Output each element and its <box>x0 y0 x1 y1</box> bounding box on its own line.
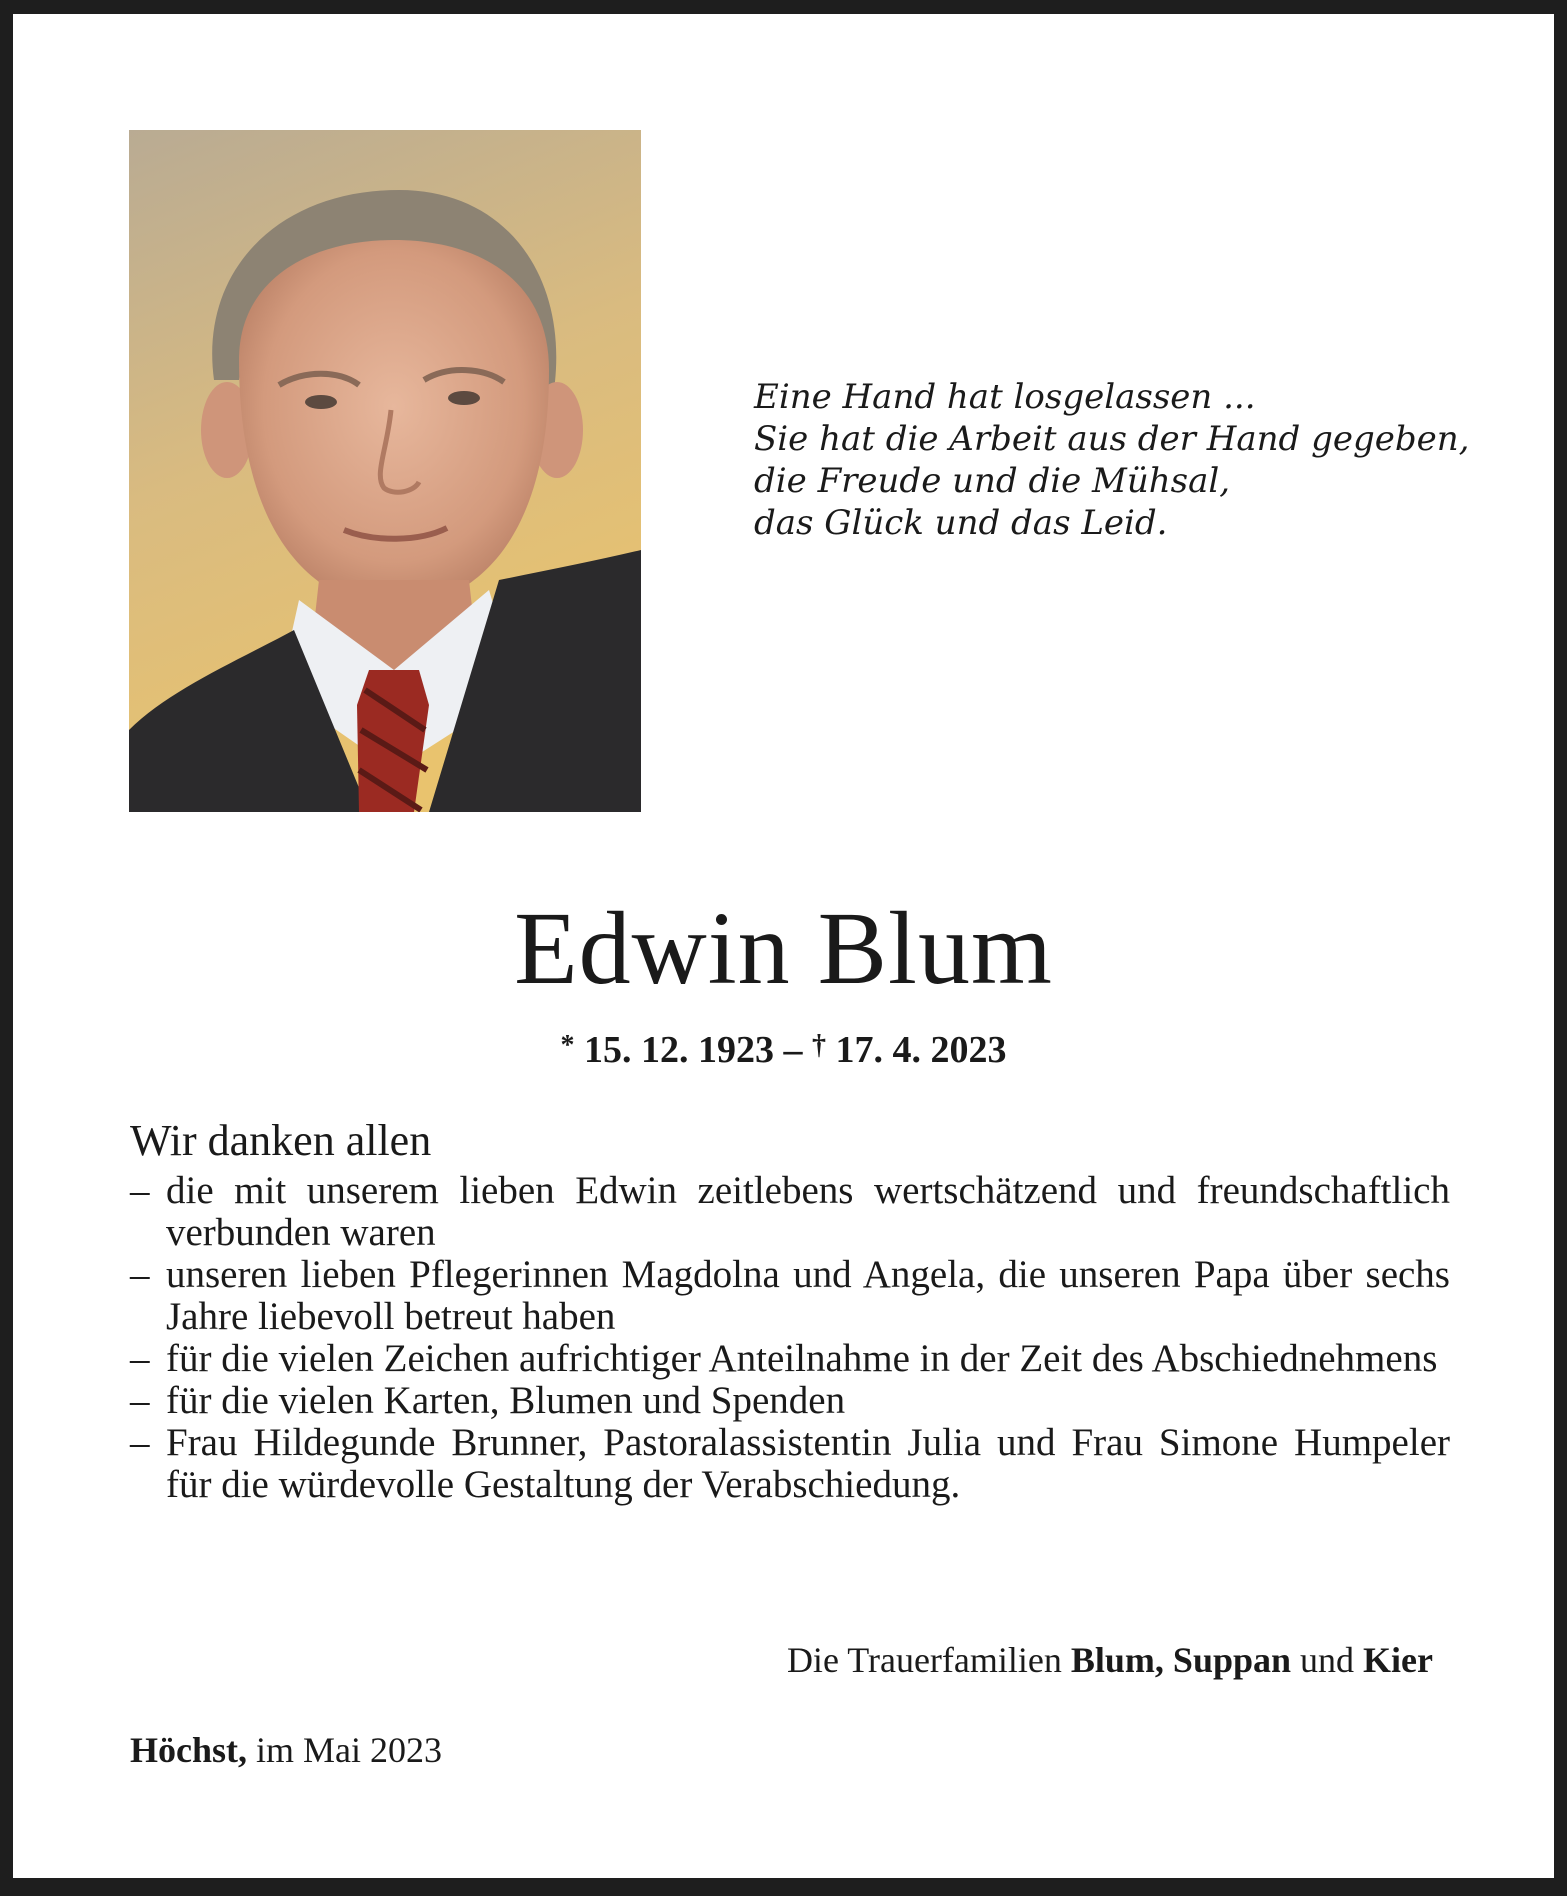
deceased-name: Edwin Blum <box>514 891 1053 1006</box>
list-item-text: für die vielen Karten, Blumen und Spenden <box>166 1379 846 1422</box>
birth-date: 15. 12. 1923 <box>584 1029 774 1071</box>
place-name: Höchst, <box>130 1730 247 1770</box>
list-item-text: für die vielen Zeichen aufrichtiger Anteilnahme in der Zeit des Abschiednehmens <box>166 1337 1438 1380</box>
death-date: 17. 4. 2023 <box>835 1029 1007 1071</box>
list-dash: – <box>130 1337 150 1380</box>
birth-symbol: * <box>560 1030 575 1061</box>
poem-line: Eine Hand hat losgelassen ... <box>754 377 1256 417</box>
obituary-page <box>13 14 1554 1878</box>
list-item <box>130 1338 1450 1380</box>
thanks-list <box>130 1170 1450 1506</box>
family-name: Suppan <box>1172 1640 1292 1680</box>
signature-conjunction: und <box>1300 1640 1355 1680</box>
signature-prefix: Die Trauerfamilien <box>786 1640 1062 1680</box>
list-item-text: Frau Hildegunde Brunner, Pastoralassistentin Julia und Frau Simone Humpeler für die würdevolle Gestaltung der Verabschiedung. <box>166 1421 1450 1506</box>
list-dash: – <box>130 1169 150 1212</box>
list-item-text: die mit unserem lieben Edwin zeitlebens wertschätzend und freundschaftlich verbunden waren <box>166 1169 1450 1254</box>
list-dash: – <box>130 1253 150 1296</box>
date-separator: – <box>774 1029 812 1071</box>
list-dash: – <box>130 1421 150 1464</box>
list-dash: – <box>130 1379 150 1422</box>
family-signature <box>787 1638 1433 1682</box>
list-item <box>130 1380 1450 1422</box>
death-symbol: † <box>812 1030 826 1061</box>
list-item <box>130 1170 1450 1254</box>
life-dates <box>13 1024 1554 1072</box>
family-name: Kier <box>1363 1640 1433 1680</box>
portrait-image <box>129 130 641 812</box>
family-name: Blum, <box>1070 1640 1164 1680</box>
list-item-text: unseren lieben Pflegerinnen Magdolna und Angela, die unseren Papa über sechs Jahre liebevoll betreut haben <box>166 1253 1450 1338</box>
poem-line: Sie hat die Arbeit aus der Hand gegeben, <box>754 419 1470 459</box>
portrait-photo <box>129 130 641 812</box>
list-item <box>130 1422 1450 1506</box>
place-and-date <box>130 1728 442 1772</box>
thanks-heading: Wir danken allen <box>130 1116 432 1165</box>
list-item <box>130 1254 1450 1338</box>
place-date: im Mai 2023 <box>256 1730 442 1770</box>
poem-line: die Freude und die Mühsal, <box>754 461 1231 501</box>
poem-line: das Glück und das Leid. <box>754 503 1168 543</box>
memorial-poem <box>754 376 1469 544</box>
